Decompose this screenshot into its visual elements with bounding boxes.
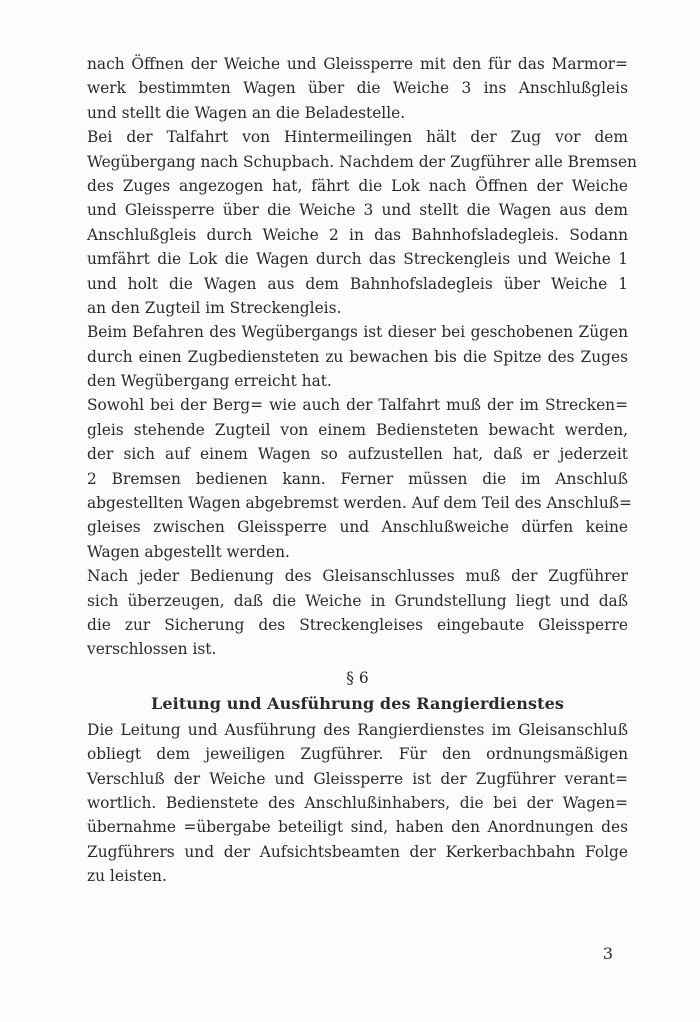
text-line: sich überzeugen, daß die Weiche in Grundstellung liegt und daß <box>87 591 628 610</box>
text-line: nach Öffnen der Weiche und Gleissperre mit den für das Marmor= <box>87 55 628 73</box>
text-line: Wegübergang nach Schupbach. Nachdem der Zugführer alle Bremsen <box>87 152 637 171</box>
text-line: Nach jeder Bedienung des Gleisanschlusses muß der Zugführer <box>87 567 628 586</box>
paragraph-1 <box>87 52 628 125</box>
section-number: § 6 <box>346 668 369 687</box>
text-line: abgestellten Wagen abgebremst werden. Auf dem Teil des Anschluß= <box>87 494 632 513</box>
text-line: werk bestimmten Wagen über die Weiche 3 ins Anschlußgleis <box>87 79 628 98</box>
paragraph-2 <box>87 125 637 320</box>
text-line: Sowohl bei der Berg= wie auch der Talfahrt muß der im Strecken= <box>87 396 628 415</box>
text-line: Verschluß der Weiche und Gleissperre ist der Zugführer verant= <box>87 769 628 788</box>
text-line: gleises zwischen Gleissperre und Anschlußweiche dürfen keine <box>87 518 628 537</box>
section-paragraph <box>87 718 628 889</box>
text-line: die zur Sicherung des Streckengleises eingebaute Gleissperre <box>87 615 628 634</box>
text-line: 2 Bremsen bedienen kann. Ferner müssen die im Anschluß <box>87 469 628 488</box>
text-line: durch einen Zugbediensteten zu bewachen bis die Spitze des Zuges <box>87 347 628 366</box>
text-line: und holt die Wagen aus dem Bahnhofsladegleis über Weiche 1 <box>87 274 628 293</box>
paragraph-5 <box>87 564 628 662</box>
text-line: und stellt die Wagen an die Beladestelle. <box>87 103 406 122</box>
text-line: Zugführers und der Aufsichtsbeamten der Kerkerbachbahn Folge <box>87 842 628 861</box>
text-line: an den Zugteil im Streckengleis. <box>87 298 342 317</box>
paragraph-4 <box>87 393 632 564</box>
text-line: gleis stehende Zugteil von einem Bediensteten bewacht werden, <box>87 420 628 439</box>
text-line: wortlich. Bedienstete des Anschlußinhabers, die bei der Wagen= <box>87 793 628 812</box>
text-line: Wagen abgestellt werden. <box>87 542 290 561</box>
text-line: des Zuges angezogen hat, fährt die Lok nach Öffnen der Weiche <box>87 176 628 195</box>
text-line: den Wegübergang erreicht hat. <box>87 372 332 391</box>
text-line: der sich auf einem Wagen so aufzustellen hat, daß er jederzeit <box>87 445 628 464</box>
text-line: übernahme =übergabe beteiligt sind, haben den Anordnungen des <box>87 818 628 837</box>
text-line: Die Leitung und Ausführung des Rangierdienstes im Gleisanschluß <box>87 720 628 739</box>
text-line: zu leisten. <box>87 867 167 886</box>
section-heading: Leitung und Ausführung des Rangierdienstes <box>151 693 564 713</box>
text-line: Bei der Talfahrt von Hintermeilingen hält der Zug vor dem <box>87 128 628 147</box>
text-line: verschlossen ist. <box>87 640 217 659</box>
page-body <box>87 52 637 889</box>
text-line: obliegt dem jeweiligen Zugführer. Für den ordnungsmäßigen <box>87 745 628 764</box>
paragraph-3 <box>87 320 628 393</box>
text-line: Anschlußgleis durch Weiche 2 in das Bahnhofsladegleis. Sodann <box>87 225 628 244</box>
text-line: und Gleissperre über die Weiche 3 und stellt die Wagen aus dem <box>87 201 628 220</box>
page-number: 3 <box>602 944 613 963</box>
text-line: umfährt die Lok die Wagen durch das Streckengleis und Weiche 1 <box>87 250 628 269</box>
text-line: Beim Befahren des Wegübergangs ist dieser bei geschobenen Zügen <box>87 323 628 342</box>
